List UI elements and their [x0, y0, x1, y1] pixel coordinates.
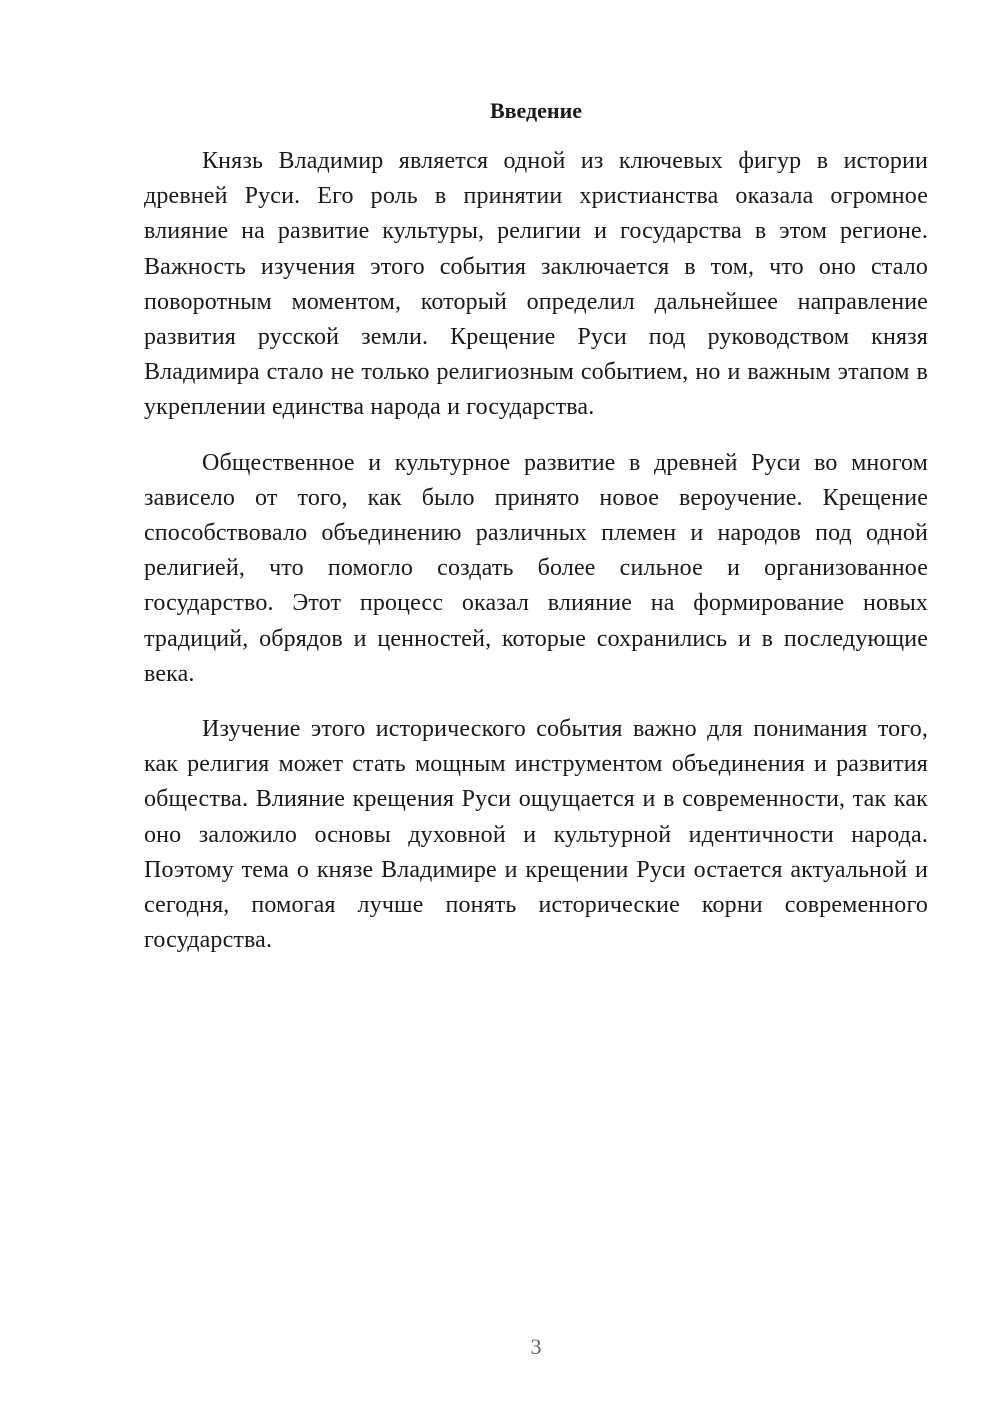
section-title: Введение [489, 98, 583, 123]
page-number: 3 [530, 1334, 542, 1359]
paragraph-2: Общественное и культурное развитие в древней Руси во многом зависело от того, как было принято новое вероучение. Крещение способствовало объединению различных племен и народов под одной религией, что помогло создать более сильное и организованное государство. Этот процесс оказал влияние на формирование новых традиций, обрядов и ценностей, которые сохранились и в последующие века. [144, 449, 928, 687]
paragraph-1: Князь Владимир является одной из ключевых фигур в истории древней Руси. Его роль в принятии христианства оказала огромное влияние на развитие культуры, религии и государства в этом регионе. Важность изучения этого события заключается в том, что оно стало поворотным моментом, который определил дальнейшее направление развития русской земли. Крещение Руси под руководством князя Владимира стало не только религиозным событием, но и важным этапом в укреплении единства народа и государства. [144, 148, 928, 421]
document-body [144, 144, 928, 978]
paragraph-3: Изучение этого исторического события важно для понимания того, как религия может стать мощным инструментом объединения и развития общества. Влияние крещения Руси ощущается и в современности, так как оно заложило основы духовной и культурной идентичности народа. Поэтому тема о князе Владимире и крещении Руси остается актуальной и сегодня, помогая лучше понять исторические корни современного государства. [144, 716, 928, 954]
